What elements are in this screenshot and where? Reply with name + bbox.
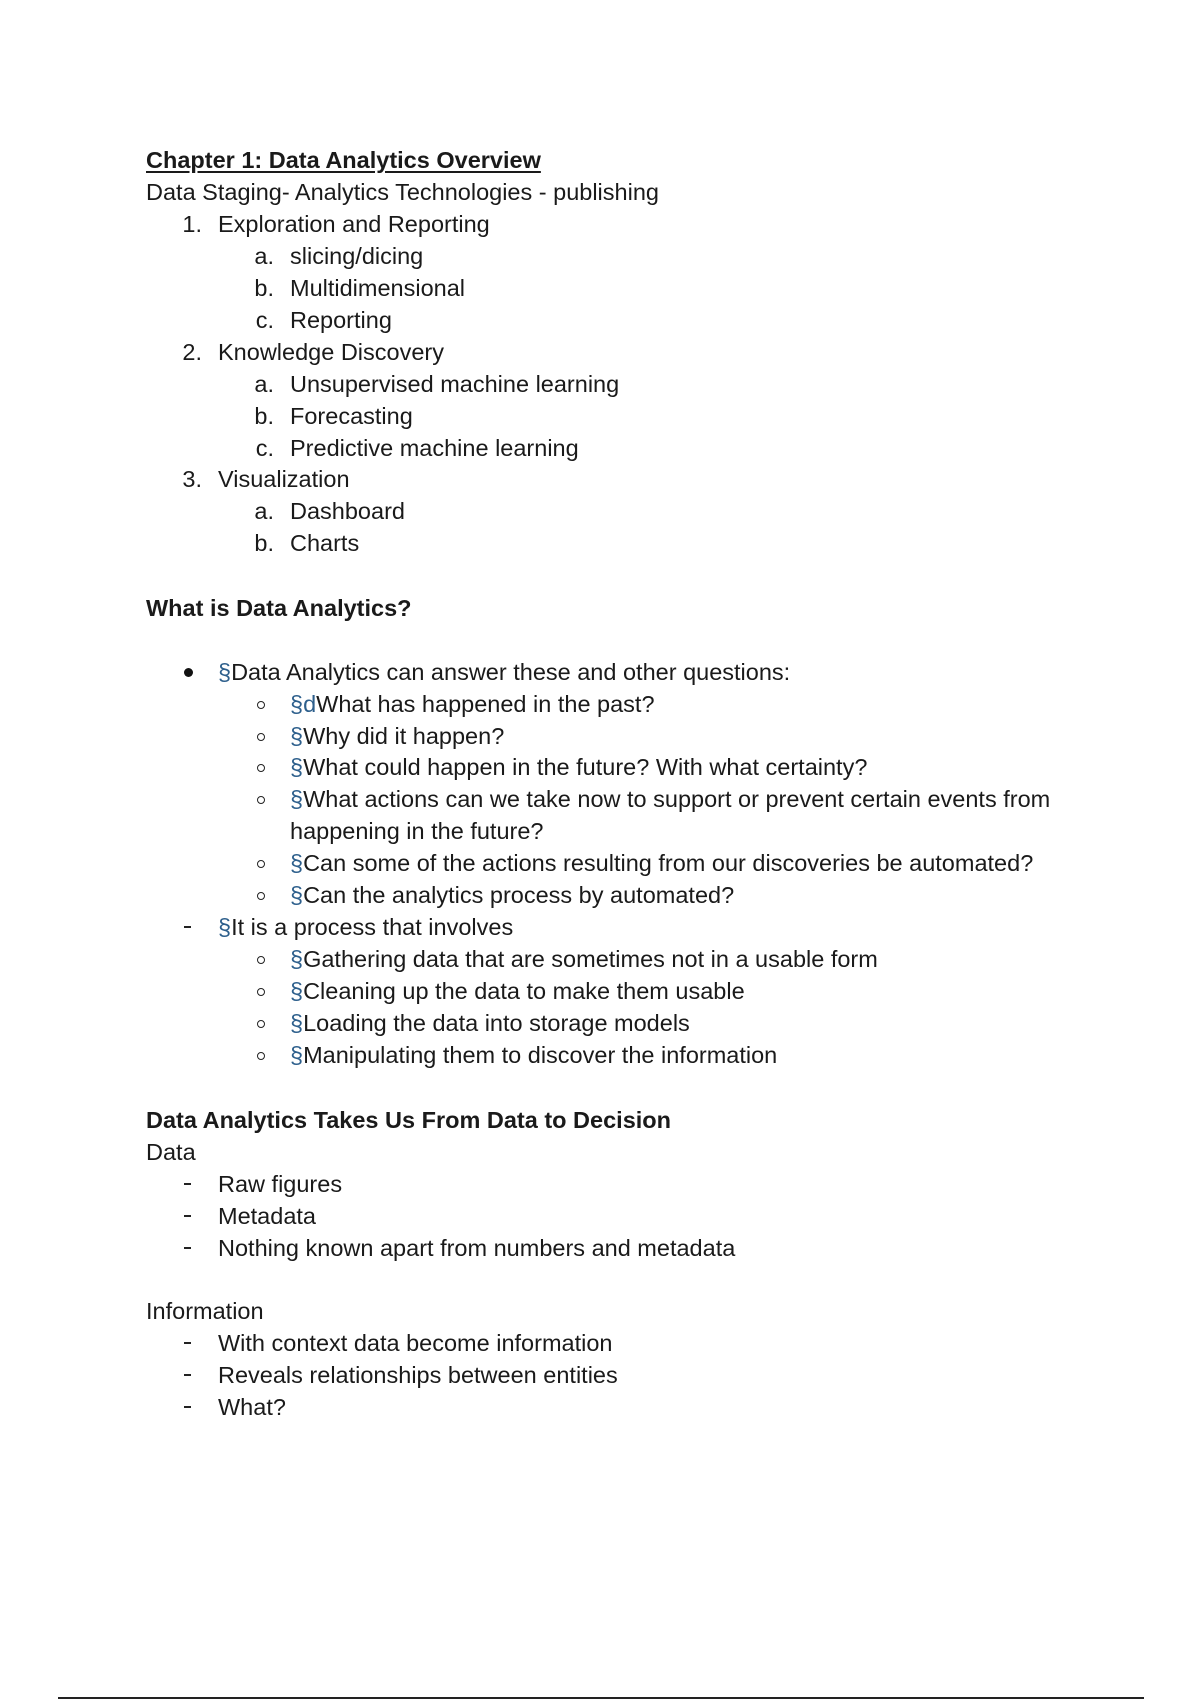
list-letter: c. bbox=[255, 307, 274, 333]
section-symbol: § bbox=[218, 659, 232, 685]
sub-bullet-label: Loading the data into storage models bbox=[303, 1010, 690, 1036]
sub-bullet-text bbox=[290, 688, 655, 720]
sub-bullet-text bbox=[290, 975, 745, 1007]
bullet-circle-icon bbox=[257, 892, 265, 900]
sub-bullet-text bbox=[290, 720, 504, 752]
list-letter: a. bbox=[254, 498, 274, 524]
footer-divider bbox=[58, 1697, 1144, 1699]
sub-bullet-label: Cleaning up the data to make them usable bbox=[303, 978, 745, 1004]
dash-label: It is a process that involves bbox=[231, 914, 514, 940]
sub-bullet-label: Manipulating them to discover the information bbox=[303, 1042, 778, 1068]
sub-bullet-text bbox=[290, 943, 878, 975]
bullet-circle-icon bbox=[257, 796, 265, 804]
outline-subitem-label: Forecasting bbox=[290, 403, 413, 429]
dash-label: Reveals relationships between entities bbox=[218, 1362, 618, 1388]
section-symbol: §d bbox=[290, 691, 317, 717]
outline-subitem-label: Predictive machine learning bbox=[290, 435, 579, 461]
sub-bullet-label: Can the analytics process by automated? bbox=[303, 882, 735, 908]
list-number: 1. bbox=[182, 211, 202, 237]
section-symbol: § bbox=[290, 1010, 304, 1036]
dash-label: Raw figures bbox=[218, 1171, 343, 1197]
sub-bullet-continuation-label: happening in the future? bbox=[290, 818, 544, 844]
list-letter: b. bbox=[254, 275, 274, 301]
dash-icon bbox=[184, 1183, 191, 1185]
sub-bullet-text bbox=[290, 751, 867, 783]
data-label: Data bbox=[146, 1139, 196, 1165]
list-letter: a. bbox=[254, 243, 274, 269]
outline-subitem-label: Unsupervised machine learning bbox=[290, 371, 620, 397]
list-number: 3. bbox=[182, 466, 202, 492]
list-letter: b. bbox=[254, 530, 274, 556]
sub-bullet-label: What could happen in the future? With what certainty? bbox=[303, 754, 868, 780]
outline-subitem-label: slicing/dicing bbox=[290, 243, 424, 269]
section-symbol: § bbox=[290, 1042, 304, 1068]
section-heading-data-to-decision: Data Analytics Takes Us From Data to Decision bbox=[146, 1107, 671, 1133]
outline-item-label: Knowledge Discovery bbox=[218, 339, 444, 365]
dash-icon bbox=[184, 926, 191, 928]
outline-subitem-label: Charts bbox=[290, 530, 360, 556]
list-letter: c. bbox=[255, 435, 274, 461]
bullet-circle-icon bbox=[257, 701, 265, 709]
list-number: 2. bbox=[182, 339, 202, 365]
sub-bullet-label: What actions can we take now to support or prevent certain events from bbox=[303, 786, 1051, 812]
bullet-text bbox=[218, 656, 790, 688]
dash-icon bbox=[184, 1215, 191, 1217]
dash-icon bbox=[184, 1247, 191, 1249]
dash-label: What? bbox=[218, 1394, 286, 1420]
bullet-dot-icon bbox=[184, 668, 193, 677]
sub-bullet-label: Why did it happen? bbox=[303, 723, 505, 749]
sub-bullet-label: Can some of the actions resulting from our discoveries be automated? bbox=[303, 850, 1034, 876]
section-heading-what-is-data-analytics: What is Data Analytics? bbox=[146, 595, 412, 621]
section-symbol: § bbox=[290, 786, 304, 812]
bullet-circle-icon bbox=[257, 733, 265, 741]
intro-line: Data Staging- Analytics Technologies - publishing bbox=[146, 179, 659, 205]
sub-bullet-text bbox=[290, 847, 1033, 879]
bullet-circle-icon bbox=[257, 1052, 265, 1060]
dash-icon bbox=[184, 1342, 191, 1344]
section-symbol: § bbox=[290, 754, 304, 780]
bullet-circle-icon bbox=[257, 1020, 265, 1028]
dash-label: Metadata bbox=[218, 1203, 316, 1229]
sub-bullet-label: What has happened in the past? bbox=[316, 691, 655, 717]
sub-bullet-text bbox=[290, 879, 734, 911]
sub-bullet-text bbox=[290, 1007, 690, 1039]
chapter-title: Chapter 1: Data Analytics Overview bbox=[146, 147, 541, 173]
list-letter: a. bbox=[254, 371, 274, 397]
dash-text bbox=[218, 911, 513, 943]
section-symbol: § bbox=[290, 850, 304, 876]
section-symbol: § bbox=[218, 914, 232, 940]
section-symbol: § bbox=[290, 978, 304, 1004]
section-symbol: § bbox=[290, 723, 304, 749]
dash-icon bbox=[184, 1406, 191, 1408]
outline-subitem-label: Multidimensional bbox=[290, 275, 466, 301]
dash-icon bbox=[184, 1374, 191, 1376]
dash-label: With context data become information bbox=[218, 1330, 613, 1356]
bullet-circle-icon bbox=[257, 764, 265, 772]
sub-bullet-text bbox=[290, 1039, 777, 1071]
sub-bullet-text bbox=[290, 783, 1050, 815]
bullet-label: Data Analytics can answer these and other questions: bbox=[231, 659, 791, 685]
section-symbol: § bbox=[290, 882, 304, 908]
bullet-circle-icon bbox=[257, 956, 265, 964]
outline-item-label: Visualization bbox=[218, 466, 350, 492]
sub-bullet-label: Gathering data that are sometimes not in a usable form bbox=[303, 946, 878, 972]
bullet-circle-icon bbox=[257, 988, 265, 996]
dash-label: Nothing known apart from numbers and metadata bbox=[218, 1235, 736, 1261]
list-letter: b. bbox=[254, 403, 274, 429]
bullet-circle-icon bbox=[257, 860, 265, 868]
outline-item-label: Exploration and Reporting bbox=[218, 211, 490, 237]
section-symbol: § bbox=[290, 946, 304, 972]
outline-subitem-label: Reporting bbox=[290, 307, 392, 333]
information-label: Information bbox=[146, 1298, 264, 1324]
outline-subitem-label: Dashboard bbox=[290, 498, 405, 524]
